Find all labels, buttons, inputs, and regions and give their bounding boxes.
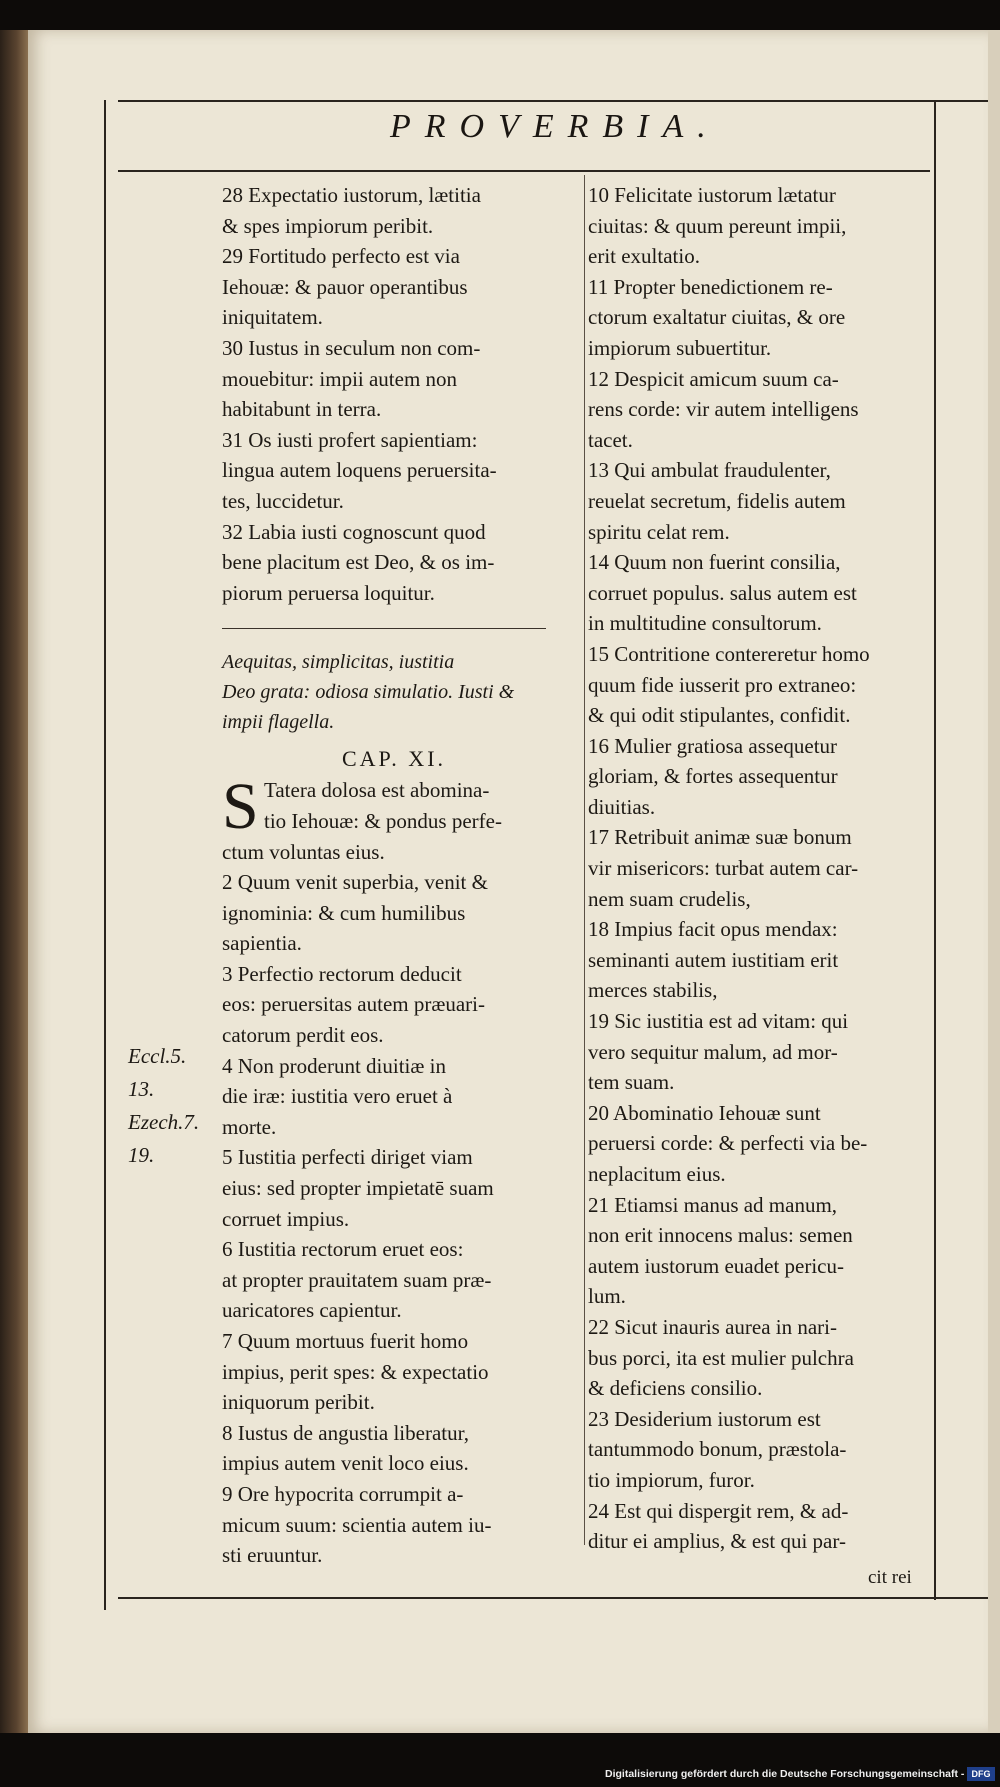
text-line: 8 Iustus de angustia liberatur,	[222, 1420, 470, 1445]
text-line: tantummodo bonum, præstola-	[588, 1437, 847, 1462]
digitization-credit: Digitalisierung gefördert durch die Deutsche Forschungsgemeinschaft -	[605, 1768, 965, 1780]
text-line: 31 Os iusti profert sapientiam:	[222, 427, 478, 452]
text-line: tio impiorum, furor.	[588, 1467, 755, 1492]
text-line: & deficiens consilio.	[588, 1376, 763, 1401]
margin-note: 13.	[128, 1077, 155, 1101]
text-line: habitabunt in terra.	[222, 397, 382, 422]
text-line: 16 Mulier gratiosa assequetur	[588, 733, 838, 758]
text-line: 18 Impius facit opus mendax:	[588, 917, 838, 942]
right-column-verses	[588, 180, 932, 1557]
text-line: peruersi corde: & perfecti via be-	[588, 1131, 868, 1156]
right-border-rule	[934, 100, 936, 1600]
text-line: bene placitum est Deo, & os im-	[222, 550, 495, 575]
text-line: 9 Ore hypocrita corrumpit a-	[222, 1481, 464, 1506]
text-line: 7 Quum mortuus fuerit homo	[222, 1329, 469, 1353]
text-line: tacet.	[588, 427, 633, 452]
text-line: iniquorum peribit.	[222, 1390, 375, 1415]
text-line: uaricatores capientur.	[222, 1298, 402, 1323]
text-line: corruet populus. salus autem est	[588, 580, 857, 605]
summary-line: Aequitas, simplicitas, iustitia	[222, 651, 455, 674]
book-spine-edge	[0, 30, 28, 1733]
text-line: sti eruuntur.	[222, 1543, 323, 1568]
text-line: tem suam.	[588, 1070, 675, 1095]
footer-rule	[118, 1597, 988, 1599]
text-line: 24 Est qui dispergit rem, & ad-	[588, 1498, 849, 1523]
text-line: 30 Iustus in seculum non com-	[222, 335, 481, 360]
text-line: 6 Iustitia rectorum eruet eos:	[222, 1237, 464, 1262]
text-line: 29 Fortitudo perfecto est via	[222, 244, 460, 269]
text-line: autem iustorum euadet pericu-	[588, 1253, 844, 1278]
text-line: lum.	[588, 1284, 626, 1309]
text-line: neplacitum eius.	[588, 1162, 726, 1186]
left-border-rule	[104, 100, 106, 1610]
text-line: 14 Quum non fuerint consilia,	[588, 550, 841, 575]
margin-notes	[128, 1040, 218, 1172]
text-line: non erit innocens malus: semen	[588, 1223, 853, 1248]
left-column	[222, 180, 566, 1571]
text-line: Iehouæ: & pauor operantibus	[222, 274, 468, 299]
right-column	[588, 180, 932, 1557]
text-line: ditur ei amplius, & est qui par-	[588, 1529, 846, 1554]
text-line: impius autem venit loco eius.	[222, 1451, 469, 1476]
text-line: 21 Etiamsi manus ad manum,	[588, 1192, 838, 1217]
text-line: ctorum exaltatur ciuitas, & ore	[588, 305, 846, 330]
text-line: in multitudine consultorum.	[588, 611, 822, 636]
text-line: quum fide iusserit pro extraneo:	[588, 672, 857, 697]
text-line: 5 Iustitia perfecti diriget viam	[222, 1145, 473, 1170]
running-head: PROVERBIA.	[390, 108, 720, 145]
text-line: at propter prauitatem suam præ-	[222, 1267, 492, 1292]
chapter-verses	[222, 837, 566, 1571]
chapter-summary	[222, 647, 566, 737]
margin-note: 19.	[128, 1143, 155, 1167]
text-line: 19 Sic iustitia est ad vitam: qui	[588, 1009, 849, 1034]
page-edge	[988, 30, 1000, 1733]
text-line: lingua autem loquens peruersita-	[222, 458, 497, 483]
text-line: impiorum subuertitur.	[588, 335, 772, 360]
text-line: ciuitas: & quum pereunt impii,	[588, 213, 847, 238]
text-line: catorum perdit eos.	[222, 1023, 384, 1048]
summary-line: impii flagella.	[222, 711, 335, 734]
column-divider	[584, 175, 585, 1545]
text-line: iniquitatem.	[222, 305, 323, 330]
text-line: corruet impius.	[222, 1206, 350, 1231]
text-line: erit exultatio.	[588, 244, 700, 269]
text-line: 32 Labia iusti cognoscunt quod	[222, 519, 486, 544]
text-line: 11 Propter benedictionem re-	[588, 274, 833, 299]
chapter-heading: CAP. XI.	[341, 746, 447, 772]
text-line: vero sequitur malum, ad mor-	[588, 1039, 838, 1064]
catchword: cit rei	[868, 1567, 912, 1588]
verses-before-chapter	[222, 180, 566, 608]
text-line: & spes impiorum peribit.	[222, 213, 434, 238]
margin-note: Eccl.5.	[128, 1044, 187, 1068]
text-line: Tatera dolosa est abomina-	[264, 778, 490, 803]
text-line: 10 Felicitate iustorum lætatur	[588, 183, 836, 207]
text-line: 28 Expectatio iustorum, lætitia	[222, 183, 481, 207]
text-line: 15 Contritione contereretur homo	[588, 641, 870, 666]
dropcap-letter: S	[222, 770, 259, 844]
summary-line: Deo grata: odiosa simulatio. Iusti &	[222, 681, 515, 704]
text-line: ctum voluntas eius.	[222, 839, 385, 864]
text-line: 13 Qui ambulat fraudulenter,	[588, 458, 831, 483]
dropcap-paragraph	[222, 770, 566, 844]
text-line: 22 Sicut inauris aurea in nari-	[588, 1314, 838, 1339]
scan-frame-top	[0, 0, 1000, 30]
text-line: bus porci, ita est mulier pulchra	[588, 1345, 854, 1370]
text-line: 2 Quum venit superbia, venit &	[222, 870, 488, 895]
text-line: 3 Perfectio rectorum deducit	[222, 961, 462, 986]
text-line: 23 Desiderium iustorum est	[588, 1406, 821, 1431]
text-line: eos: peruersitas autem præuari-	[222, 992, 485, 1017]
text-line: nem suam crudelis,	[588, 886, 751, 911]
text-line: eius: sed propter impietatē suam	[222, 1176, 494, 1201]
text-line: morte.	[222, 1114, 277, 1139]
text-line: merces stabilis,	[588, 978, 718, 1003]
text-line: spiritu celat rem.	[588, 519, 730, 544]
dfg-logo: DFG	[967, 1767, 995, 1781]
text-line: impius, perit spes: & expectatio	[222, 1359, 489, 1384]
text-line: tes, luccidetur.	[222, 488, 344, 513]
text-line: ignominia: & cum humilibus	[222, 900, 466, 925]
text-line: micum suum: scientia autem iu-	[222, 1512, 492, 1537]
text-line: tio Iehouæ: & pondus perfe-	[264, 808, 502, 833]
text-line: 17 Retribuit animæ suæ bonum	[588, 825, 852, 850]
text-line: rens corde: vir autem intelligens	[588, 397, 859, 422]
text-line: gloriam, & fortes assequentur	[588, 764, 838, 789]
header-rule	[118, 100, 988, 102]
text-line: 12 Despicit amicum suum ca-	[588, 366, 839, 391]
text-line: diuitias.	[588, 794, 656, 819]
running-head-rule	[118, 170, 930, 172]
text-line: seminanti autem iustitiam erit	[588, 947, 839, 972]
text-line: 20 Abominatio Iehouæ sunt	[588, 1100, 821, 1125]
margin-note: Ezech.7.	[128, 1110, 200, 1134]
text-line: sapientia.	[222, 931, 302, 956]
text-line: vir misericors: turbat autem car-	[588, 856, 859, 881]
text-line: piorum peruersa loquitur.	[222, 580, 435, 605]
text-line: & qui odit stipulantes, confidit.	[588, 703, 851, 728]
text-line: mouebitur: impii autem non	[222, 366, 458, 391]
section-divider	[222, 628, 546, 629]
text-line: 4 Non proderunt diuitiæ in	[222, 1053, 446, 1078]
text-line: reuelat secretum, fidelis autem	[588, 488, 846, 513]
text-line: die iræ: iustitia vero eruet à	[222, 1084, 453, 1109]
